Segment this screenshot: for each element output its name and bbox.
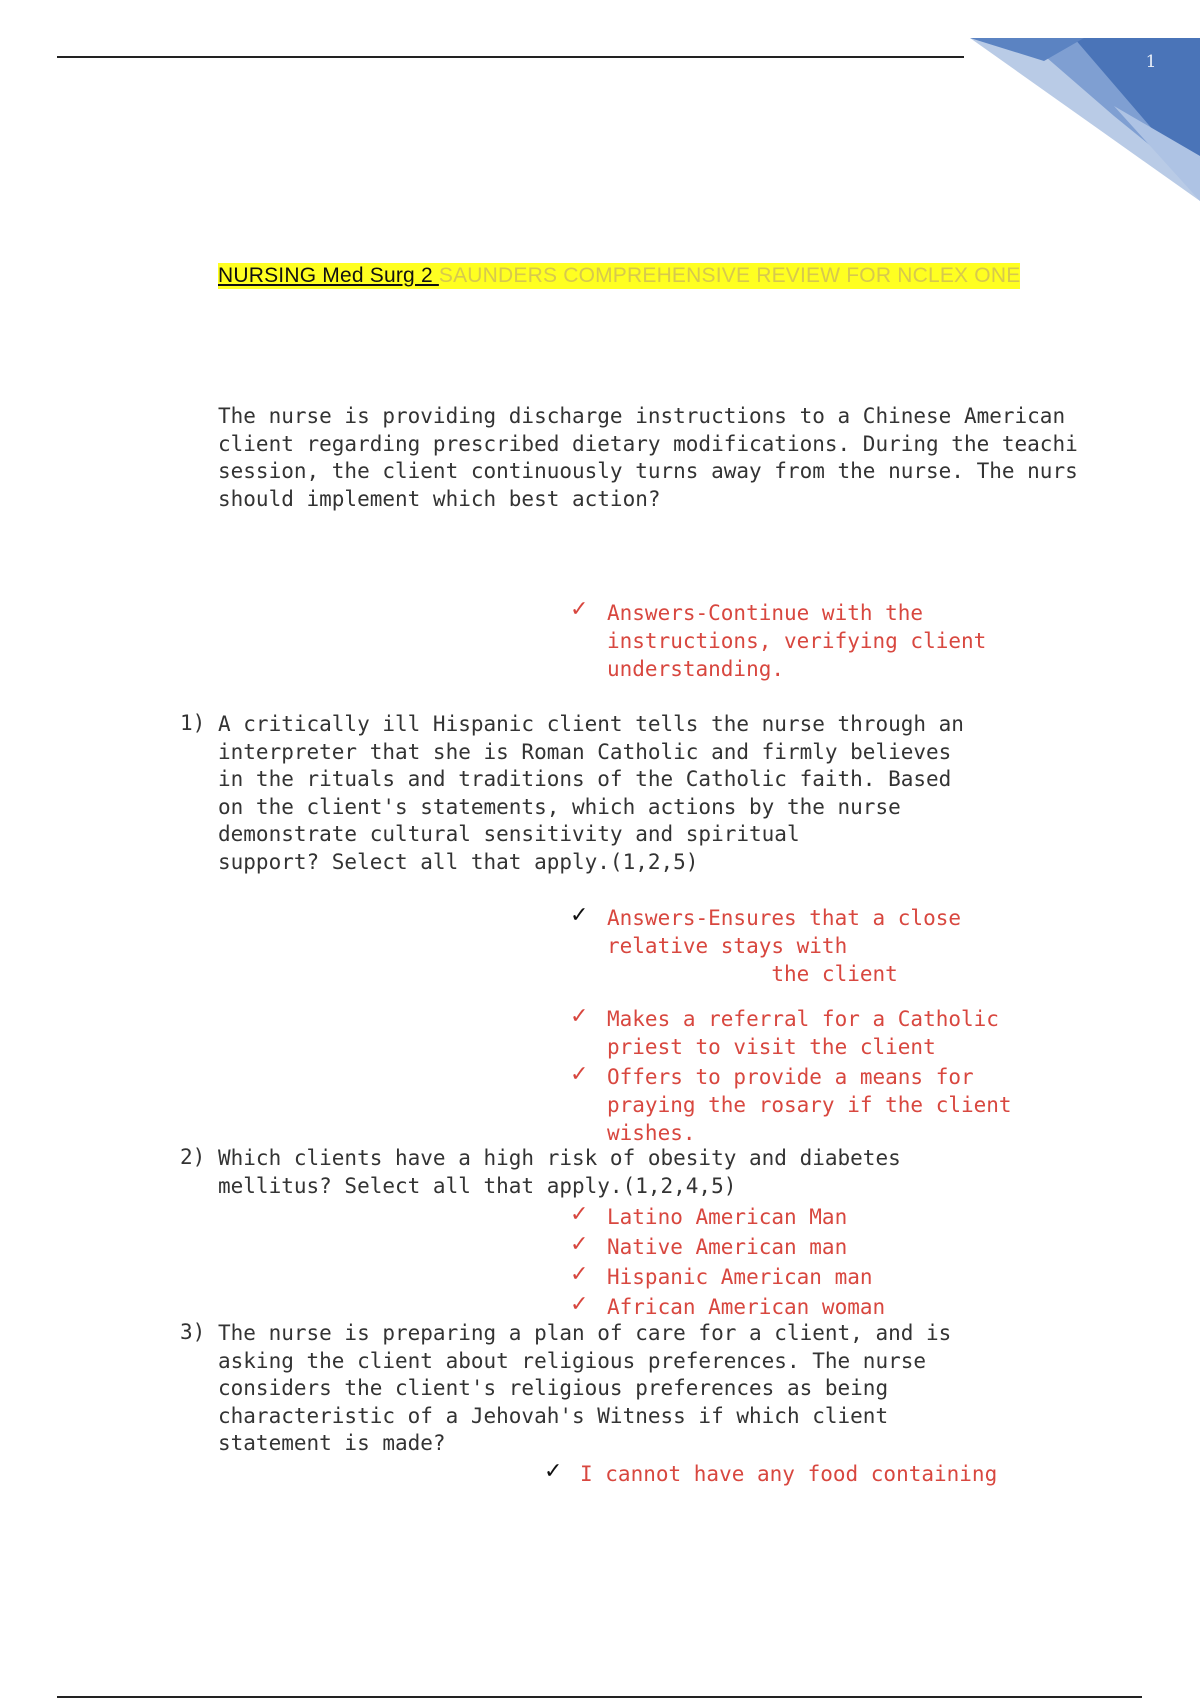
- document-title: [218, 263, 1020, 289]
- q1-answer-2: Makes a referral for a Catholic priest to visit the client: [607, 1007, 999, 1059]
- check-mark-icon: ✓: [570, 1202, 589, 1227]
- q2-answer-2: Native American man: [607, 1235, 848, 1259]
- footer-rule: [57, 1696, 1142, 1698]
- check-mark-icon: ✓: [544, 1459, 563, 1484]
- check-mark-icon: ✓: [570, 903, 589, 928]
- question-number: 2): [180, 1145, 206, 1169]
- page-number: 1: [1145, 52, 1157, 72]
- q1-answer-3: Offers to provide a means for praying the rosary if the client wishes.: [607, 1065, 1012, 1145]
- question-number: 3): [180, 1320, 206, 1344]
- check-mark-icon: ✓: [570, 1292, 589, 1317]
- check-mark-icon: ✓: [570, 1262, 589, 1287]
- title-subtitle: SAUNDERS COMPREHENSIVE REVIEW FOR NCLEX ONE: [438, 264, 1021, 287]
- q2-answer-1: Latino American Man: [607, 1205, 848, 1229]
- q1-answer-1: Answers-Ensures that a close relative stays with the client: [607, 906, 962, 986]
- question-2-text: Which clients have a high risk of obesity and diabetes mellitus? Select all that apply.(1,2,4,5): [218, 1146, 901, 1198]
- q3-answer-1: I cannot have any food containing: [580, 1462, 998, 1486]
- title-course: NURSING Med Surg 2: [218, 264, 439, 287]
- check-mark-icon: ✓: [570, 1004, 589, 1029]
- check-mark-icon: ✓: [570, 597, 589, 622]
- question-3-text: The nurse is preparing a plan of care for a client, and is asking the client about religious preferences. The nurse considers the client's religious preferences as being characteristic of a Jehovah's Witness if which client statement is made?: [218, 1321, 952, 1456]
- intro-answer: Answers-Continue with the instructions, verifying client understanding.: [607, 601, 987, 681]
- q2-answer-4: African American woman: [607, 1295, 886, 1319]
- header-rule: [57, 56, 964, 58]
- check-mark-icon: ✓: [570, 1062, 589, 1087]
- intro-question-text: The nurse is providing discharge instructions to a Chinese American client regarding prescribed dietary modifications. During the teachi session, the client continuously turns away from the nurse. The nurs should implement which best action?: [218, 404, 1078, 511]
- question-1-text: A critically ill Hispanic client tells the nurse through an interpreter that she is Roman Catholic and firmly believes in the rituals and traditions of the Catholic faith. Based on the client's statements, which actions by the nurse demonstrate cultural sensitivity and spiritual support? Select all that apply.(1,2,5): [218, 712, 964, 874]
- q2-answer-3: Hispanic American man: [607, 1265, 873, 1289]
- check-mark-icon: ✓: [570, 1232, 589, 1257]
- question-number: 1): [180, 711, 206, 735]
